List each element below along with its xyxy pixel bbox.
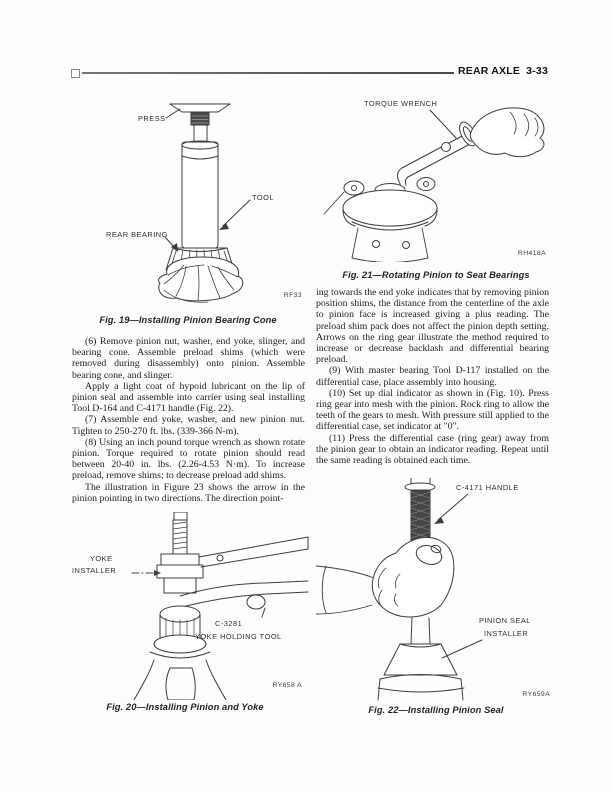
figure-19 — [72, 94, 304, 334]
fig20-code: RY658 A — [272, 682, 302, 689]
fig22-caption: Fig. 22—Installing Pinion Seal — [368, 705, 504, 715]
fig20-label-yoke-installer-line1: YOKE — [90, 554, 113, 563]
fig19-label-tool: TOOL — [252, 193, 274, 202]
fig19-caption: Fig. 19—Installing Pinion Bearing Cone — [99, 315, 277, 325]
body-paragraph: (7) Assemble end yoke, washer, and new pinion nut. Tighten to 250-270 ft. lbs. (339-366 N-m). — [72, 414, 305, 437]
body-paragraph: (9) With master bearing Tool D-117 installed on the differential case, place assembly into housing. — [316, 365, 549, 388]
body-paragraph: (8) Using an inch pound torque wrench as shown rotate pinion. Torque required to rotate pinion should read between 20-40 in. lbs. (2.26-4.53 N·m). To increase preload, remove shims; to decrease preload add shims. — [72, 436, 305, 482]
body-paragraph: ing towards the end yoke indicates that by removing pinion position shims, the distance from the centerline of the axle to pinion face is increased giving a plus reading. The preload shim pack does not affect the pinion depth setting. Arrows on the ring gear illustrate the method required to increase or decrease backlash and differential bearing preload. — [316, 287, 549, 366]
figure-22 — [316, 478, 556, 724]
fig19-code: RF33 — [283, 292, 302, 299]
fig20-label-tool-name: YOKE HOLDING TOOL — [195, 632, 282, 641]
fig20-label-yoke-installer-line2: INSTALLER — [72, 566, 117, 575]
header-section-title: REAR AXLE — [458, 65, 521, 77]
fig20-caption: Fig. 20—Installing Pinion and Yoke — [106, 702, 264, 712]
fig21-code: RH418A — [517, 250, 546, 257]
fig20-drawing-yoke-installer — [60, 512, 310, 700]
body-paragraph: (10) Set up dial indicator as shown in (Fig. 10). Press ring gear into mesh with the pinion. Rock ring to allow the teeth of the gears to mesh. With pressure still applied to the differential case, set indicator at "0". — [316, 387, 549, 433]
fig22-label-installer-line2: INSTALLER — [484, 629, 529, 638]
fig19-label-press: PRESS — [138, 114, 166, 123]
fig22-label-installer-line1: PINION SEAL — [479, 616, 531, 625]
body-paragraph: The illustration in Figure 23 shows the arrow in the pinion pointing in two directions. The direction point- — [72, 481, 305, 504]
header-rule — [82, 72, 454, 74]
fig20-label-tool-number: C-3281 — [215, 619, 243, 628]
right-column-text — [316, 287, 549, 466]
fig19-drawing-press-tool-bearing — [72, 94, 304, 312]
figure-20 — [60, 512, 310, 718]
fig21-drawing-torque-wrench — [316, 92, 556, 262]
fig19-label-rear-bearing: REAR BEARING — [106, 230, 168, 239]
fig21-caption: Fig. 21—Rotating Pinion to Seat Bearings — [342, 270, 530, 280]
fig21-label-torque-wrench: TORQUE WRENCH — [364, 99, 438, 108]
figure-21 — [316, 92, 556, 284]
header-page-number: 3-33 — [526, 65, 548, 77]
margin-square-mark — [71, 69, 80, 78]
body-paragraph: (11) Press the differential case (ring gear) away from the pinion gear to obtain an indicator reading. Repeat until the same reading is obtained each time. — [316, 432, 549, 467]
fig22-label-handle: C-4171 HANDLE — [456, 483, 519, 492]
left-column-text — [72, 336, 305, 504]
fig22-code: RY659A — [522, 691, 550, 698]
fig22-drawing-seal-installer — [316, 478, 556, 702]
page-header — [458, 65, 548, 77]
body-paragraph: Apply a light coat of hypoid lubricant on the lip of pinion seal and assemble into carrier using seal installing Tool D-164 and C-4171 handle (Fig. 22). — [72, 380, 305, 415]
body-paragraph: (6) Remove pinion nut, washer, end yoke, slinger, and bearing cone. Assemble preload shims (which were removed during disassembly) onto pinion. Assemble bearing cone, and slinger. — [72, 336, 305, 381]
